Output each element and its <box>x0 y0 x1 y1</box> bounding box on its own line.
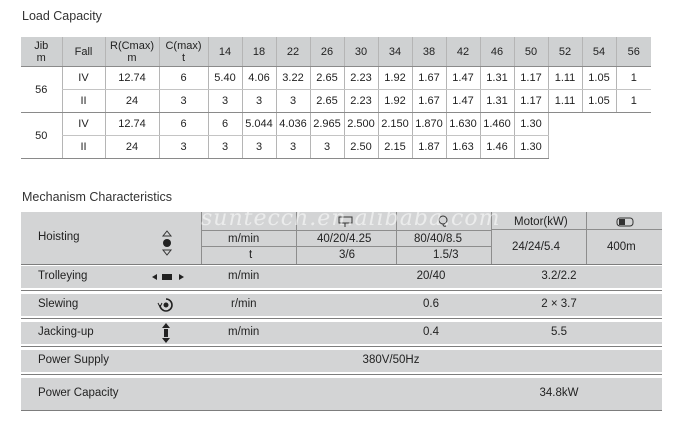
hoisting-speed-1: 40/20/4.25 <box>317 233 372 245</box>
load-value-cell: 1.92 <box>378 90 412 113</box>
header-cell: 42 <box>446 37 480 67</box>
empty-cell <box>548 113 582 136</box>
load-value-cell: 2.23 <box>344 90 378 113</box>
load-value-cell: 3 <box>208 136 242 159</box>
load-value-cell: 1.67 <box>412 90 446 113</box>
hoisting-height: 400m <box>607 241 636 253</box>
load-value-cell: 1.92 <box>378 67 412 90</box>
header-cell: Jib m <box>21 37 62 67</box>
load-value-cell: 2.50 <box>344 136 378 159</box>
fall-cell: IV <box>62 67 105 90</box>
load-value-cell: 1.630 <box>446 113 480 136</box>
slewing-unit: r/min <box>231 298 257 310</box>
load-value-cell: 1.870 <box>412 113 446 136</box>
empty-cell <box>582 136 616 159</box>
slewing-rotate-icon <box>156 297 176 313</box>
jacking-unit: m/min <box>228 326 260 338</box>
trolleying-unit: m/min <box>228 270 260 282</box>
hoisting-load-1: 3/6 <box>339 249 355 261</box>
hoisting-speed-unit: m/min <box>228 233 260 245</box>
motor-header: Motor(kW) <box>514 216 568 228</box>
load-value-cell: 3 <box>242 136 276 159</box>
load-value-cell: 1.31 <box>480 90 514 113</box>
load-value-cell: 1 <box>616 90 651 113</box>
load-value-cell: 1.63 <box>446 136 480 159</box>
load-value-cell: 4.036 <box>276 113 310 136</box>
load-value-cell: 3 <box>276 90 310 113</box>
table-row <box>21 90 651 113</box>
hoisting-label: Hoisting <box>38 231 80 243</box>
table-row <box>21 113 651 136</box>
load-value-cell: 4.06 <box>242 67 276 90</box>
jacking-motor: 5.5 <box>551 326 567 338</box>
load-value-cell: 5.044 <box>242 113 276 136</box>
table-row <box>21 67 651 90</box>
table-row <box>21 136 651 159</box>
radius-cell: 24 <box>105 136 159 159</box>
load-value-cell: 2.15 <box>378 136 412 159</box>
slewing-row <box>21 294 662 316</box>
motor-icon <box>615 217 637 227</box>
trolleying-label: Trolleying <box>38 270 88 282</box>
power-capacity-label: Power Capacity <box>38 387 119 399</box>
empty-cell <box>616 113 651 136</box>
radius-cell: 24 <box>105 90 159 113</box>
header-cell: 18 <box>242 37 276 67</box>
load-value-cell: 2.500 <box>344 113 378 136</box>
hoisting-load-2: 1.5/3 <box>433 249 459 261</box>
empty-cell <box>548 136 582 159</box>
header-cell: 56 <box>616 37 651 67</box>
hoisting-load-unit: t <box>249 249 253 261</box>
jib-length-cell: 56 <box>21 67 62 113</box>
capacity-cell: 3 <box>159 136 208 159</box>
header-cell: Fall <box>62 37 105 67</box>
header-cell: 50 <box>514 37 548 67</box>
capacity-cell: 6 <box>159 113 208 136</box>
header-cell: 26 <box>310 37 344 67</box>
load-value-cell: 5.40 <box>208 67 242 90</box>
radius-cell: 12.74 <box>105 113 159 136</box>
load-value-cell: 2.965 <box>310 113 344 136</box>
load-value-cell: 1.17 <box>514 67 548 90</box>
trolleying-row <box>21 266 662 288</box>
load-value-cell: 3 <box>310 136 344 159</box>
load-value-cell: 1.87 <box>412 136 446 159</box>
power-capacity-row <box>21 378 662 410</box>
load-value-cell: 2.23 <box>344 67 378 90</box>
load-value-cell: 1.67 <box>412 67 446 90</box>
header-cell: 54 <box>582 37 616 67</box>
hoisting-motor: 24/24/5.4 <box>512 241 560 253</box>
power-supply-label: Power Supply <box>38 354 109 366</box>
header-cell: 34 <box>378 37 412 67</box>
load-value-cell: 2.150 <box>378 113 412 136</box>
capacity-cell: 6 <box>159 67 208 90</box>
load-value-cell: 1.30 <box>514 113 548 136</box>
trolley-arrows-icon <box>151 273 185 281</box>
header-cell: 46 <box>480 37 514 67</box>
load-value-cell: 1.17 <box>514 90 548 113</box>
load-value-cell: 1.11 <box>548 67 582 90</box>
header-cell: 14 <box>208 37 242 67</box>
load-value-cell: 2.65 <box>310 67 344 90</box>
load-value-cell: 6 <box>208 113 242 136</box>
header-cell: C(max) t <box>159 37 208 67</box>
load-value-cell: 1.05 <box>582 90 616 113</box>
load-value-cell: 1.31 <box>480 67 514 90</box>
load-value-cell: 3 <box>208 90 242 113</box>
fall-cell: II <box>62 90 105 113</box>
load-value-cell: 3 <box>242 90 276 113</box>
load-value-cell: 1.11 <box>548 90 582 113</box>
load-value-cell: 1.47 <box>446 67 480 90</box>
trolleying-motor: 3.2/2.2 <box>541 270 577 282</box>
load-value-cell: 1 <box>616 67 651 90</box>
power-supply-value: 380V/50Hz <box>362 354 420 366</box>
fall-cell: II <box>62 136 105 159</box>
load-value-cell: 1.460 <box>480 113 514 136</box>
load-value-cell: 3.22 <box>276 67 310 90</box>
radius-cell: 12.74 <box>105 67 159 90</box>
slewing-label: Slewing <box>38 298 79 310</box>
header-cell: 22 <box>276 37 310 67</box>
jacking-row <box>21 322 662 344</box>
header-cell: 38 <box>412 37 446 67</box>
load-capacity-title: Load Capacity <box>22 9 102 23</box>
load-value-cell: 1.30 <box>514 136 548 159</box>
slewing-motor: 2 × 3.7 <box>541 298 577 310</box>
load-capacity-table <box>21 37 651 159</box>
power-capacity-value: 34.8kW <box>539 387 579 399</box>
load-value-cell: 1.05 <box>582 67 616 90</box>
hoist-arrows-icon <box>161 230 173 256</box>
load-value-cell: 1.46 <box>480 136 514 159</box>
fall-cell: IV <box>62 113 105 136</box>
jib-length-cell: 50 <box>21 113 62 159</box>
empty-cell <box>616 136 651 159</box>
empty-cell <box>582 113 616 136</box>
jacking-value: 0.4 <box>423 326 439 338</box>
header-cell: 30 <box>344 37 378 67</box>
load-value-cell: 1.47 <box>446 90 480 113</box>
watermark-text: suntecch.en.alibaba.com <box>201 206 501 231</box>
jacking-label: Jacking-up <box>38 326 94 338</box>
hoisting-speed-2: 80/40/8.5 <box>414 233 462 245</box>
power-supply-row <box>21 350 662 372</box>
slewing-value: 0.6 <box>423 298 439 310</box>
jacking-arrows-icon <box>161 323 171 343</box>
load-value-cell: 3 <box>276 136 310 159</box>
trolleying-value: 20/40 <box>416 270 446 282</box>
load-value-cell: 2.65 <box>310 90 344 113</box>
capacity-cell: 3 <box>159 90 208 113</box>
header-cell: 52 <box>548 37 582 67</box>
header-cell: R(Cmax) m <box>105 37 159 67</box>
mechanism-title: Mechanism Characteristics <box>22 190 173 204</box>
